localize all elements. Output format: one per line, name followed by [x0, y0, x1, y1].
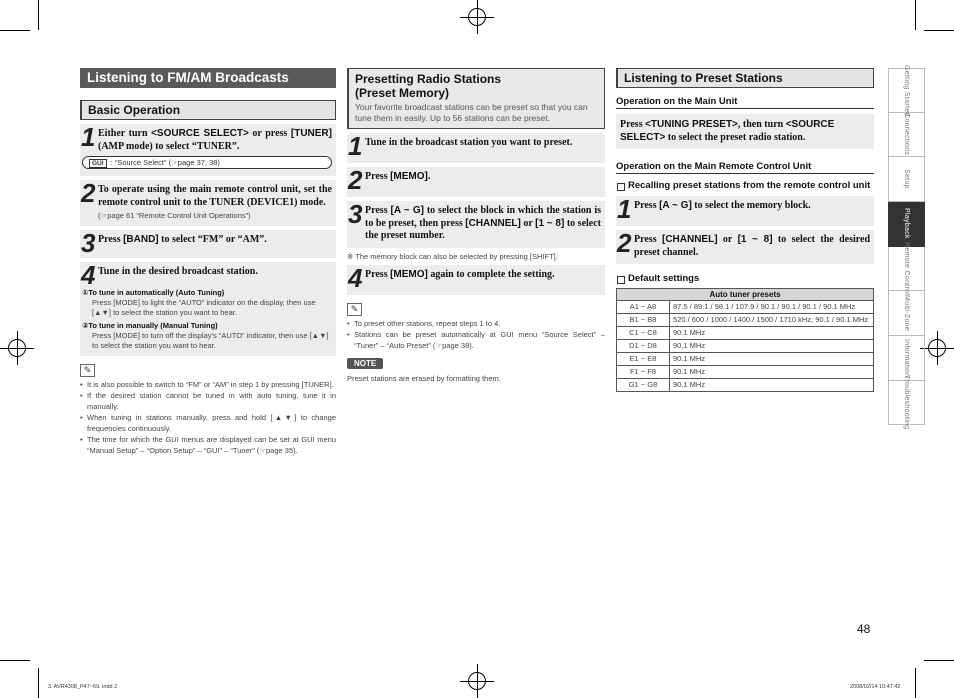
note-text: Preset stations are erased by formatting them. — [347, 374, 501, 383]
text-part: . — [427, 171, 431, 182]
footer-file-name: 3. AVR4308_P47~69. indd 2 — [48, 684, 118, 690]
note-item: • The time for which the GUI menus are displayed can be set at GUI menu “Manual Setup” – “Option Setup” – “GUI” – “Tuner” (☞page 35). — [80, 435, 336, 456]
crop-mark — [38, 668, 39, 698]
preset-title-line2: (Preset Memory) — [355, 86, 450, 100]
key-tuner: [TUNER] — [290, 128, 332, 139]
text-part: Either turn — [98, 128, 152, 139]
tab-label: Remote Control — [903, 241, 910, 296]
tab-connections[interactable] — [888, 113, 925, 158]
value-cell: 90.1 MHz — [670, 379, 874, 392]
text-part: Press — [634, 200, 660, 211]
text-part: to select the block in which the station is to be preset, then press — [365, 205, 602, 229]
step-text: Tune in the broadcast station you want to preset. — [365, 137, 573, 148]
text-part: (AMP mode) to select “TUNER”. — [98, 140, 240, 152]
step-number: 4 — [81, 260, 96, 290]
table-row — [617, 340, 874, 353]
tab-setup[interactable] — [888, 157, 925, 202]
crop-mark — [0, 660, 30, 661]
step-number: 2 — [81, 178, 96, 208]
crop-mark — [924, 660, 954, 661]
text-part: to select “FM” or “AM”. — [158, 234, 267, 245]
text-part: , then turn — [737, 119, 786, 130]
band-cell: A1 ~ A8 — [617, 301, 670, 314]
text-part: to select the preset number. — [365, 217, 602, 241]
text-part: Press — [98, 234, 124, 245]
auto-tuning-text: Press [MODE] to light the “AUTO” indicator on the display, then use [▲▼] to select the station you want to hear. — [92, 297, 316, 317]
preset-memory-header — [347, 68, 605, 129]
preset-stations-title: Listening to Preset Stations — [616, 68, 874, 88]
note-item: • It is also possible to switch to “FM” or “AM” in step 1 by pressing [TUNER]. — [80, 380, 336, 391]
step-2 — [616, 230, 874, 264]
table-row — [617, 379, 874, 392]
preset-description: Your favorite broadcast stations can be preset so that you can tune them in easily. Up to 56 stations can be preset. — [355, 102, 588, 123]
chapter-tabs — [888, 64, 925, 470]
column-preset-memory — [347, 68, 605, 383]
memo-block-note: ※ The memory block can also be selected by pressing [SHIFT]. — [347, 251, 558, 261]
key-a-g: [A ~ G] — [390, 205, 424, 216]
step-text: Tune in the desired broadcast station. — [98, 266, 258, 277]
gui-reference-text: : “Source Select” (☞page 37, 38) — [108, 158, 220, 167]
gui-badge: GUI — [89, 159, 107, 168]
footer-date: 2008/02/14 10:47:42 — [850, 684, 901, 690]
key-memo: [MEMO] — [390, 268, 428, 280]
table-header: Auto tuner presets — [617, 289, 874, 301]
note-item: • When tuning in stations manually, press and hold [▲▼] to change frequencies continuously. — [80, 413, 336, 434]
key-source-select: <SOURCE SELECT> — [620, 119, 835, 143]
tab-label: Information — [903, 338, 910, 377]
notes-list — [80, 380, 336, 457]
step-text — [365, 205, 601, 243]
step-3 — [347, 201, 605, 248]
step-number: 1 — [81, 122, 96, 152]
tab-playback[interactable] — [888, 202, 925, 247]
key-channel: [CHANNEL] — [465, 217, 521, 229]
band-cell: E1 ~ E8 — [617, 353, 670, 366]
tab-multi-zone[interactable] — [888, 291, 925, 336]
step-number: 1 — [348, 131, 363, 161]
registration-mark — [460, 0, 494, 34]
auto-tuning-title: ①To tune in automatically (Auto Tuning) — [82, 287, 225, 297]
key-tuning-preset: <TUNING PRESET> — [645, 119, 738, 130]
crop-mark — [924, 30, 954, 31]
step-text — [365, 171, 601, 184]
recall-heading: Recalling preset stations from the remote control unit — [616, 180, 874, 192]
crop-mark — [38, 0, 39, 30]
text-part: to select the preset radio station. — [665, 131, 806, 143]
column-fm-am — [80, 68, 336, 457]
gui-reference — [82, 156, 332, 169]
manual-tuning-text: Press [MODE] to turn off the display’s “AUTO” indicator, then use [▲▼] to select the station you want to hear. — [92, 330, 329, 350]
value-cell: 87.5 / 89.1 / 98.1 / 107.9 / 90.1 / 90.1 / 90.1 / 90.1 MHz — [670, 301, 874, 314]
notes-list — [347, 319, 605, 352]
text-part: Press — [365, 205, 391, 216]
note-item: • Stations can be preset automatically at GUI menu “Source Select” – “Tuner” – “Auto Preset” (☞page 38). — [347, 330, 605, 351]
note-item: • If the desired station cannot be tuned in with auto tuning, tune it in manually. — [80, 391, 336, 412]
text-part: Press — [365, 171, 391, 182]
text-part: Press — [620, 119, 646, 130]
tab-label: Setup — [903, 169, 910, 190]
remote-heading: Operation on the Main Remote Control Unit — [616, 161, 874, 174]
note-badge: NOTE — [347, 358, 383, 369]
key-1-8: [1 ~ 8] — [535, 217, 565, 229]
step-number: 2 — [348, 165, 363, 195]
crop-mark — [915, 0, 916, 30]
tab-label: Playback — [903, 208, 910, 240]
key-memo: [MEMO] — [390, 171, 428, 182]
text-part: Press — [634, 234, 662, 245]
table-row — [617, 314, 874, 327]
step-1 — [80, 124, 336, 176]
step-text — [634, 200, 870, 213]
column-preset-stations — [616, 68, 874, 392]
key-band: [BAND] — [123, 234, 159, 245]
text-part: or press — [248, 128, 291, 139]
band-cell: G1 ~ G8 — [617, 379, 670, 392]
step-text: To operate using the main remote control unit, set the remote control unit to the TUNER (DEVICE1) mode. — [98, 184, 332, 208]
step-number: 2 — [617, 228, 632, 258]
tab-troubleshooting[interactable] — [888, 375, 925, 430]
step-2 — [80, 180, 336, 226]
step-3 — [80, 230, 336, 258]
text-part: or — [520, 217, 536, 229]
note-item: • To preset other stations, repeat steps 1 to 4. — [347, 319, 605, 330]
basic-operation-title: Basic Operation — [80, 100, 336, 120]
preset-table — [616, 288, 874, 392]
key-a-g: [A ~ G] — [659, 200, 692, 211]
table-row — [617, 353, 874, 366]
band-cell: B1 ~ B8 — [617, 314, 670, 327]
page-number: 48 — [857, 622, 871, 636]
step-number: 1 — [617, 194, 632, 224]
pencil-icon: ✎ — [347, 303, 362, 316]
step-number: 3 — [81, 228, 96, 258]
step-4 — [347, 262, 605, 295]
text-part: Press — [365, 268, 391, 280]
table-row — [617, 327, 874, 340]
text-part: to select the memory block. — [691, 200, 811, 211]
pencil-icon: ✎ — [80, 364, 95, 377]
text-part: again to complete the setting. — [427, 268, 555, 280]
step-text — [98, 128, 332, 153]
auto-tuning — [82, 288, 332, 298]
value-cell: 90.1 MHz — [670, 353, 874, 366]
band-cell: D1 ~ D8 — [617, 340, 670, 353]
manual-tuning-title: ②To tune in manually (Manual Tuning) — [82, 320, 218, 330]
tab-label: Connections — [903, 113, 910, 156]
step-number: 3 — [348, 199, 363, 229]
text-part: to select the desired preset channel. — [634, 234, 871, 258]
tab-label: Getting Started — [903, 64, 910, 117]
default-settings-heading: Default settings — [616, 273, 874, 285]
step-text — [98, 234, 332, 247]
tab-information[interactable] — [888, 336, 925, 381]
tab-remote-control[interactable] — [888, 241, 925, 296]
registration-mark — [0, 331, 34, 365]
key-1-8: [1 ~ 8] — [737, 234, 773, 245]
step-4 — [80, 262, 336, 356]
registration-mark — [920, 331, 954, 365]
tab-label: Multi-Zone — [903, 295, 910, 332]
preset-title-line1: Presetting Radio Stations — [355, 72, 502, 86]
tab-getting-started[interactable] — [888, 64, 925, 117]
value-cell: 90.1 MHz — [670, 327, 874, 340]
table-header-row — [617, 289, 874, 301]
tab-label: Troubleshooting — [903, 375, 910, 430]
manual-tuning — [82, 321, 332, 331]
step-reference: (☞page 61 “Remote Control Unit Operations”) — [98, 211, 251, 220]
main-unit-heading: Operation on the Main Unit — [616, 96, 874, 109]
key-source-select: <SOURCE SELECT> — [151, 128, 249, 139]
step-2 — [347, 167, 605, 197]
value-cell: 90.1 MHz — [670, 366, 874, 379]
step-number: 4 — [348, 262, 363, 293]
section-title: Listening to FM/AM Broadcasts — [80, 68, 336, 88]
key-channel: [CHANNEL] — [661, 234, 718, 245]
value-cell: 520 / 600 / 1000 / 1400 / 1500 / 1710 kHz, 90.1 / 90.1 MHz — [670, 314, 874, 327]
crop-mark — [0, 30, 30, 31]
main-unit-instruction — [616, 114, 874, 149]
band-cell: C1 ~ C8 — [617, 327, 670, 340]
step-text — [365, 269, 601, 282]
step-1 — [616, 196, 874, 226]
band-cell: F1 ~ F8 — [617, 366, 670, 379]
table-row — [617, 366, 874, 379]
table-row — [617, 301, 874, 314]
crop-mark — [915, 668, 916, 698]
step-1 — [347, 133, 605, 163]
step-text — [634, 234, 870, 259]
value-cell: 90.1 MHz — [670, 340, 874, 353]
text-part: or — [717, 234, 738, 245]
registration-mark — [460, 664, 494, 698]
